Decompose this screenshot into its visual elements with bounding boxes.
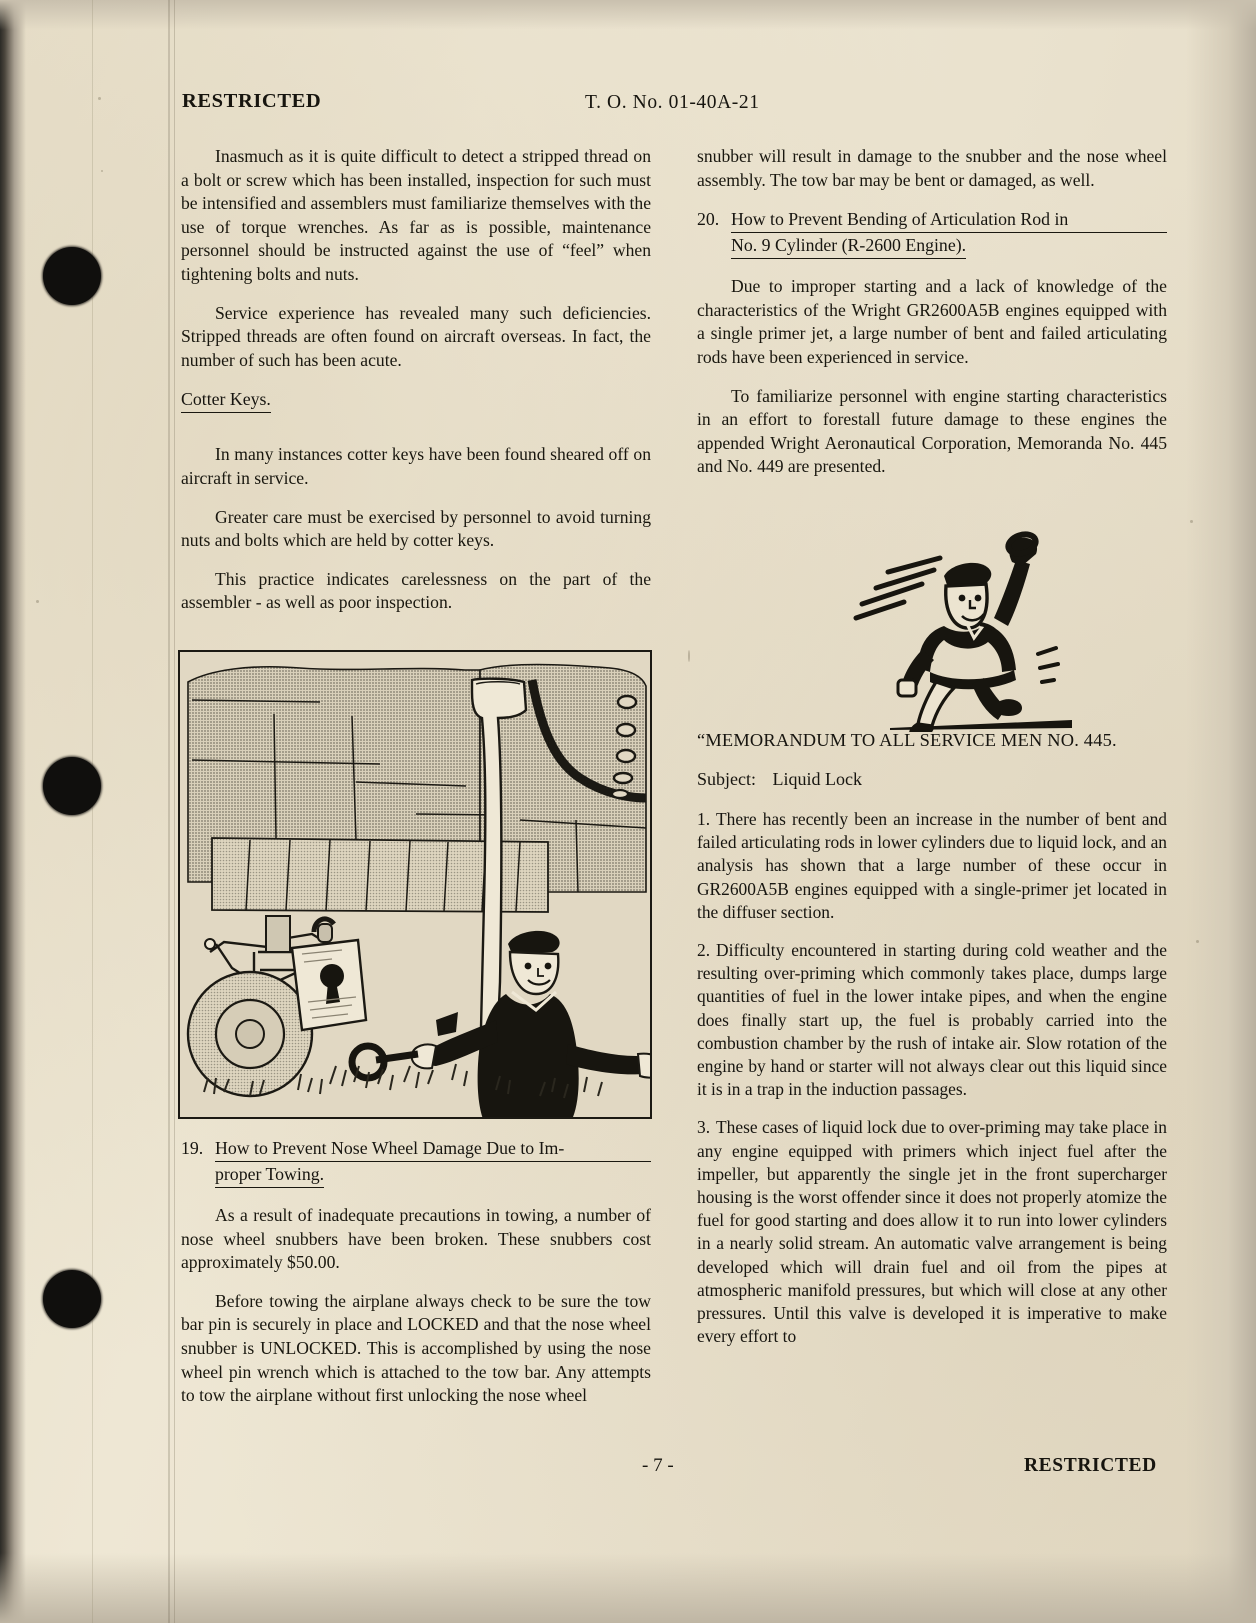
paragraph: Inasmuch as it is quite difficult to detect a stripped thread on a bolt or screw which has been installed, inspection for such must be intensified and assemblers must familiarize themselves with the use of torque wrenches. As far as is possible, maintenance personnel should be instructed against the use of “feel” when tightening bolts and nuts. [181, 146, 652, 284]
paragraph: As a result of inadequate precautions in towing, a number of nose wheel snubbers have been broken. These snubbers cost approximately $50.00. [181, 1205, 651, 1273]
header-classification: RESTRICTED [182, 90, 322, 112]
section-20-title-line-2: No. 9 Cylinder (R-2600 Engine). [731, 233, 966, 259]
section-19-number: 19. [181, 1138, 204, 1158]
illustration-running-mechanic [826, 522, 1076, 732]
section-19-title-line-1: How to Prevent Nose Wheel Damage Due to Im- [215, 1136, 651, 1162]
memorandum-item-number: 1. [697, 809, 711, 829]
memorandum-subject [697, 769, 1167, 790]
memorandum-item-text: Difficulty encountered in starting during cold weather and the resulting over-priming which commonly takes place, dumps large quantities of fuel in the lower intake pipes, and when the engine does finally start up, the fuel is probably carried into the combustion chamber by the rush of intake air. Slow rotation of the engine by hand or starter will not always clear out this liquid since it is in a trap in the induction passages. [697, 940, 1167, 1100]
paragraph: To familiarize personnel with engine starting characteristics in an effort to forestall future damage to these engines the appended Wright Aeronautical Corporation, Memoranda No. 445 and No. 449 are presented. [697, 385, 1167, 477]
paragraph: Before towing the airplane always check to be sure the tow bar pin is securely in place and LOCKED and that the nose wheel snubber is UNLOCKED. This is accomplished by using the nose wheel pin wrench which is attached to the tow bar. Any attempts to tow the airplane without first unlocking the nose wheel [181, 1290, 651, 1406]
paragraph: In many instances cotter keys have been found sheared off on aircraft in service. [181, 444, 651, 488]
memorandum-item [697, 1116, 1167, 1348]
left-column-lower [181, 1136, 651, 1423]
memorandum-item [697, 939, 1167, 1101]
paragraph-continuation: snubber will result in damage to the snubber and the nose wheel assembly. The tow bar may be bent or damaged, as well. [697, 146, 1167, 190]
memorandum-item-text: These cases of liquid lock due to over-priming may take place in any engine equipped with primers which inject fuel after the impeller, but apparently the single jet in the front supercharger housing is the worst offender since it does not properly atomize the fuel for good starting and does allow it to run into lower cylinders in a nearly solid stream. An automatic valve arrangement is being developed which will drain fuel and oil from the pipes at atmospheric manifold pressures, but which will close at any other pressures. Until this valve is developed it is imperative to make every effort to [697, 1117, 1167, 1347]
memorandum-item [697, 808, 1167, 924]
paragraph: This practice indicates carelessness on the part of the assembler - as well as poor inspection. [181, 568, 651, 613]
memorandum-item-text: There has recently been an increase in the number of bent and failed articulating rods in lower cylinders due to liquid lock, and an analysis has shown that a large number of these occur in GR2600A5B engines equipped with a single-primer jet located in the diffuser section. [697, 809, 1167, 922]
right-column [697, 145, 1167, 494]
section-19-heading [181, 1136, 651, 1188]
subheading-cotter-keys [181, 387, 651, 427]
towing-cartoon-icon [180, 652, 650, 1117]
section-20-heading [697, 207, 1167, 259]
paragraph: Greater care must be exercised by personnel to avoid turning nuts and bolts which are held by cotter keys. [181, 506, 651, 551]
header-document-number: T. O. No. 01-40A-21 [585, 92, 760, 113]
illustration-nose-wheel-towing [178, 650, 652, 1119]
subheading-label: Cotter Keys. [181, 387, 271, 413]
memorandum-item-number: 3. [697, 1117, 711, 1138]
footer-page-number: - 7 - [642, 1455, 674, 1476]
memorandum-title: “MEMORANDUM TO ALL SERVICE MEN NO. 445. [697, 730, 1117, 750]
section-20-number: 20. [697, 209, 720, 230]
paragraph: Service experience has revealed many such deficiencies. Stripped threads are often found on aircraft overseas. In fact, the number of such has been acute. [181, 302, 651, 370]
paragraph: Due to improper starting and a lack of knowledge of the characteristics of the Wright GR2600A5B engines equipped with a single primer jet, a large number of bent and failed articulating rods have been experienced in service. [697, 276, 1167, 367]
footer-classification: RESTRICTED [1024, 1455, 1157, 1476]
memorandum-block [697, 730, 1167, 1363]
section-19-title-line-2: proper Towing. [215, 1162, 324, 1188]
memorandum-subject-label: Subject: [697, 769, 756, 789]
section-20-title-line-1: How to Prevent Bending of Articulation Rod in [731, 207, 1167, 233]
memorandum-item-number: 2. [697, 940, 711, 961]
left-column [181, 145, 651, 630]
running-mechanic-icon [826, 522, 1076, 732]
memorandum-subject-value: Liquid Lock [772, 769, 862, 789]
